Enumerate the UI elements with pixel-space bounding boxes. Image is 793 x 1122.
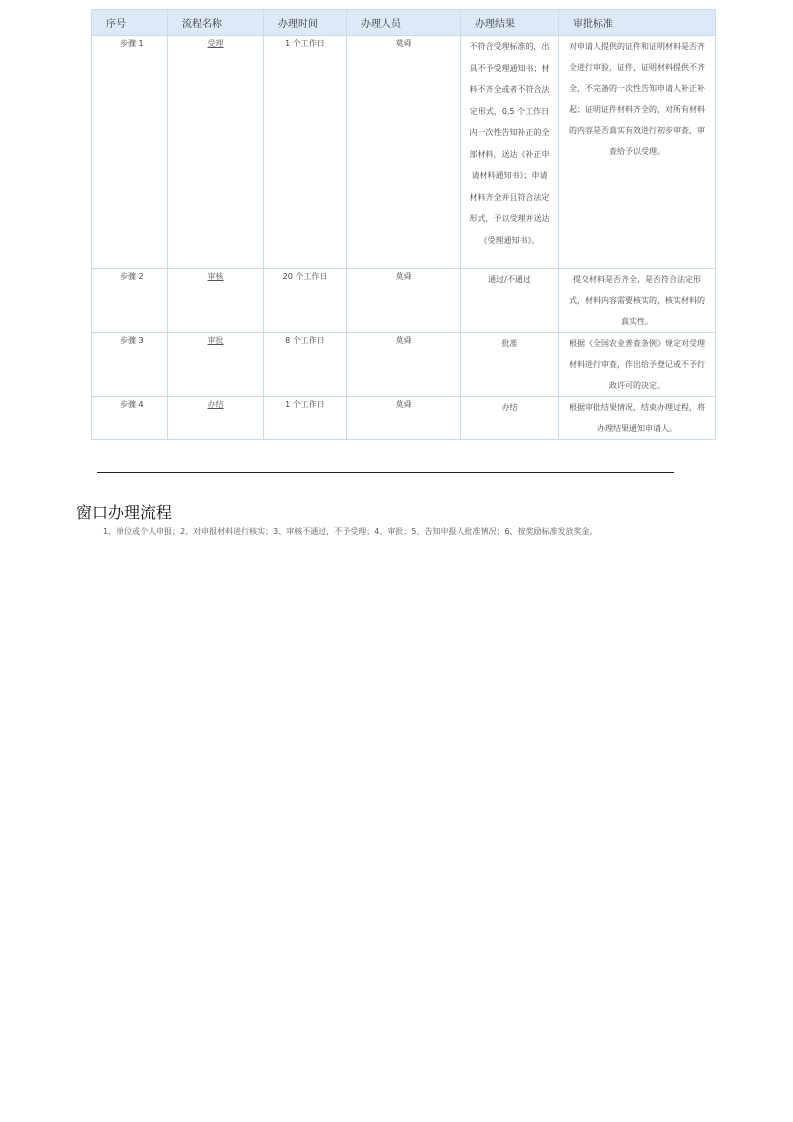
result-cell: 办结 [461,397,559,440]
section-divider [97,472,674,473]
header-approval-standard: 审批标准 [559,10,716,36]
result-cell: 通过/不通过 [461,269,559,333]
header-result: 办理结果 [461,10,559,36]
standard-cell: 提交材料是否齐全，是否符合法定形式，材料内容需要核实的，核实材料的真实性。 [559,269,716,333]
table-row [92,397,716,440]
header-step-number: 序号 [92,10,168,36]
step-cell: 步骤 2 [92,269,168,333]
time-cell: 1 个工作日 [264,36,347,269]
process-table [91,9,716,440]
table-row [92,36,716,269]
result-cell: 不符合受理标准的，出具不予受理通知书；材料不齐全或者不符合法定形式，0.5 个工作日内一次性告知补正的全部材料，送达《补正申请材料通知书》；申请材料齐全并且符合法定形式，予以受理并送达《受理通知书》。 [461,36,559,269]
time-cell: 20 个工作日 [264,269,347,333]
window-process-text: 1、单位或个人申报；2、对申报材料进行核实；3、审核不通过，不予受理；4、审批；5、告知申报人批准情况；6、按奖励标准发放奖金。 [103,527,598,536]
staff-cell: 莫舜 [347,397,461,440]
standard-cell: 对申请人提供的证件和证明材料是否齐全进行审验，证件，证明材料提供不齐全，不完备的一次性告知申请人补正补起；证明证件材料齐全的，对所有材料的内容是否真实有效进行初步审查，审查给予以受理。 [559,36,716,269]
process-cell [168,333,264,397]
table-header-row [92,10,716,36]
process-link-accept[interactable]: 受理 [207,39,224,48]
staff-cell: 莫舜 [347,333,461,397]
process-link-review[interactable]: 审核 [207,272,224,281]
time-cell: 8 个工作日 [264,333,347,397]
step-cell: 步骤 3 [92,333,168,397]
step-cell: 步骤 1 [92,36,168,269]
header-process-name: 流程名称 [168,10,264,36]
standard-cell: 根据审批结果情况，结束办理过程，将办理结果通知申请人。 [559,397,716,440]
staff-cell: 莫舜 [347,269,461,333]
window-process-title: 窗口办理流程 [76,503,173,522]
table-row [92,269,716,333]
staff-cell: 莫舜 [347,36,461,269]
process-cell [168,269,264,333]
process-link-complete[interactable]: 办结 [207,400,224,409]
time-cell: 1 个工作日 [264,397,347,440]
result-cell: 批准 [461,333,559,397]
process-cell [168,36,264,269]
standard-cell: 根据《全国农业普查条例》规定对受理材料进行审查，作出给予登记或不予行政许可的决定。 [559,333,716,397]
header-staff: 办理人员 [347,10,461,36]
table-row [92,333,716,397]
header-handling-time: 办理时间 [264,10,347,36]
process-cell [168,397,264,440]
step-cell: 步骤 4 [92,397,168,440]
process-link-approve[interactable]: 审批 [207,336,224,345]
